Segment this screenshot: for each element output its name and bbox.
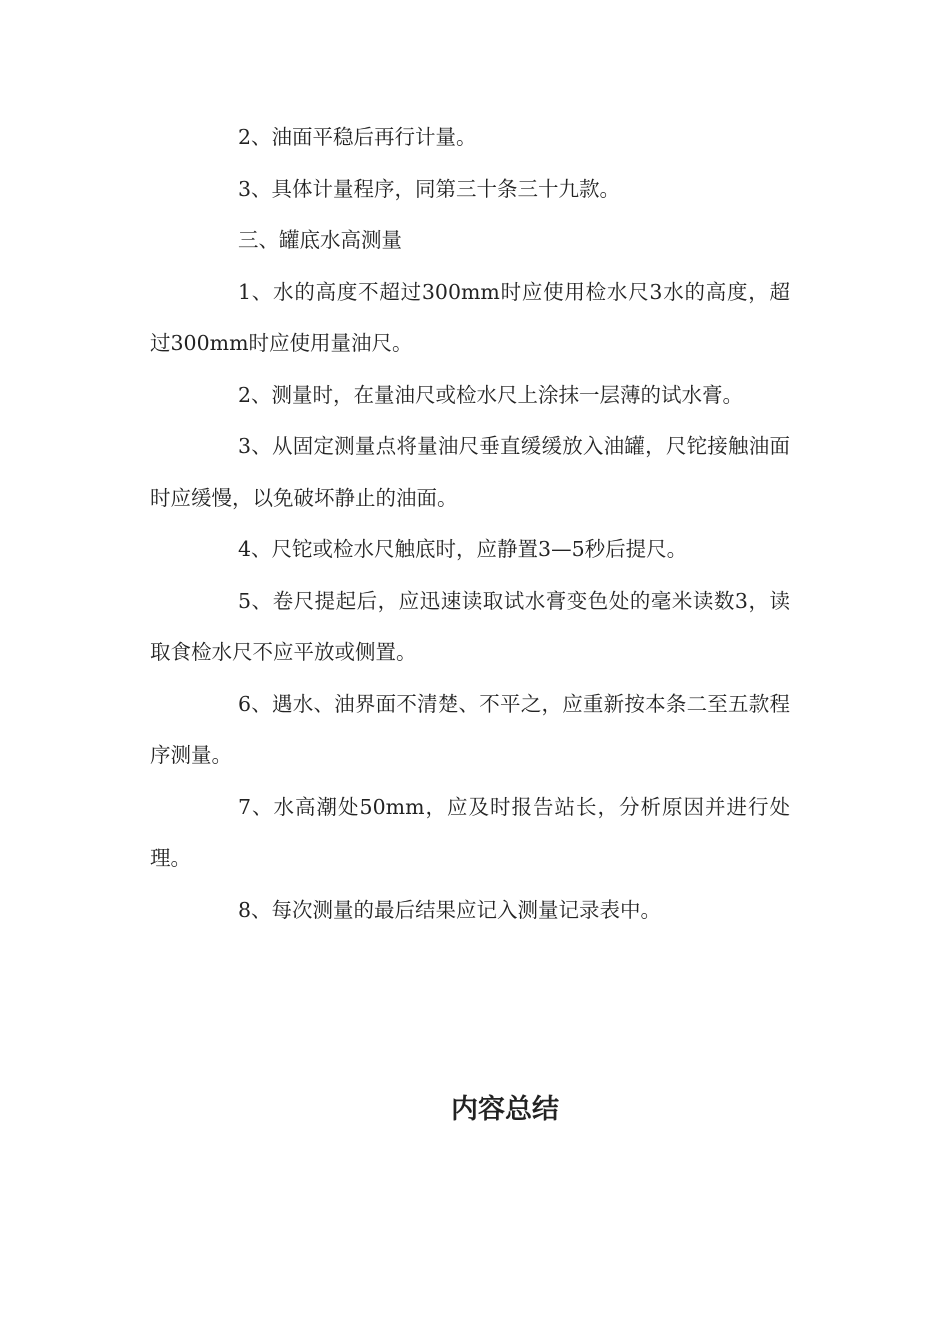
paragraph-remeasure: 6、遇水、油界面不清楚、不平之，应重新按本条二至五款程序测量。 [150,691,790,767]
paragraph-report: 7、水高潮处50mm，应及时报告站长，分析原因并进行处理。 [150,794,790,870]
paragraph-lower-tape: 3、从固定测量点将量油尺垂直缓缓放入油罐，尺铊接触油面时应缓慢，以免破坏静止的油面。 [150,434,790,510]
document-body [150,112,790,936]
summary-heading: 内容总结 [451,1094,559,1125]
paragraph-apply-paste: 2、测量时，在量油尺或检水尺上涂抹一层薄的试水膏。 [238,382,744,407]
paragraph-measure-procedure: 3、具体计量程序，同第三十条三十九款。 [238,176,621,201]
section-heading-tank-bottom-water: 三、罐底水高测量 [238,228,402,252]
paragraph-water-height-rule: 1、水的高度不超过300mm时应使用检水尺3水的高度，超过300mm时应使用量油尺。 [150,279,790,355]
paragraph-read-value: 5、卷尺提起后，应迅速读取试水膏变色处的毫米读数3，读取食检水尺不应平放或侧置。 [150,588,790,664]
paragraph-record-results: 8、每次测量的最后结果应记入测量记录表中。 [238,897,662,922]
paragraph-oil-stable: 2、油面平稳后再行计量。 [238,125,477,149]
paragraph-rest-before-lift: 4、尺铊或检水尺触底时，应静置3—5秒后提尺。 [238,537,688,561]
